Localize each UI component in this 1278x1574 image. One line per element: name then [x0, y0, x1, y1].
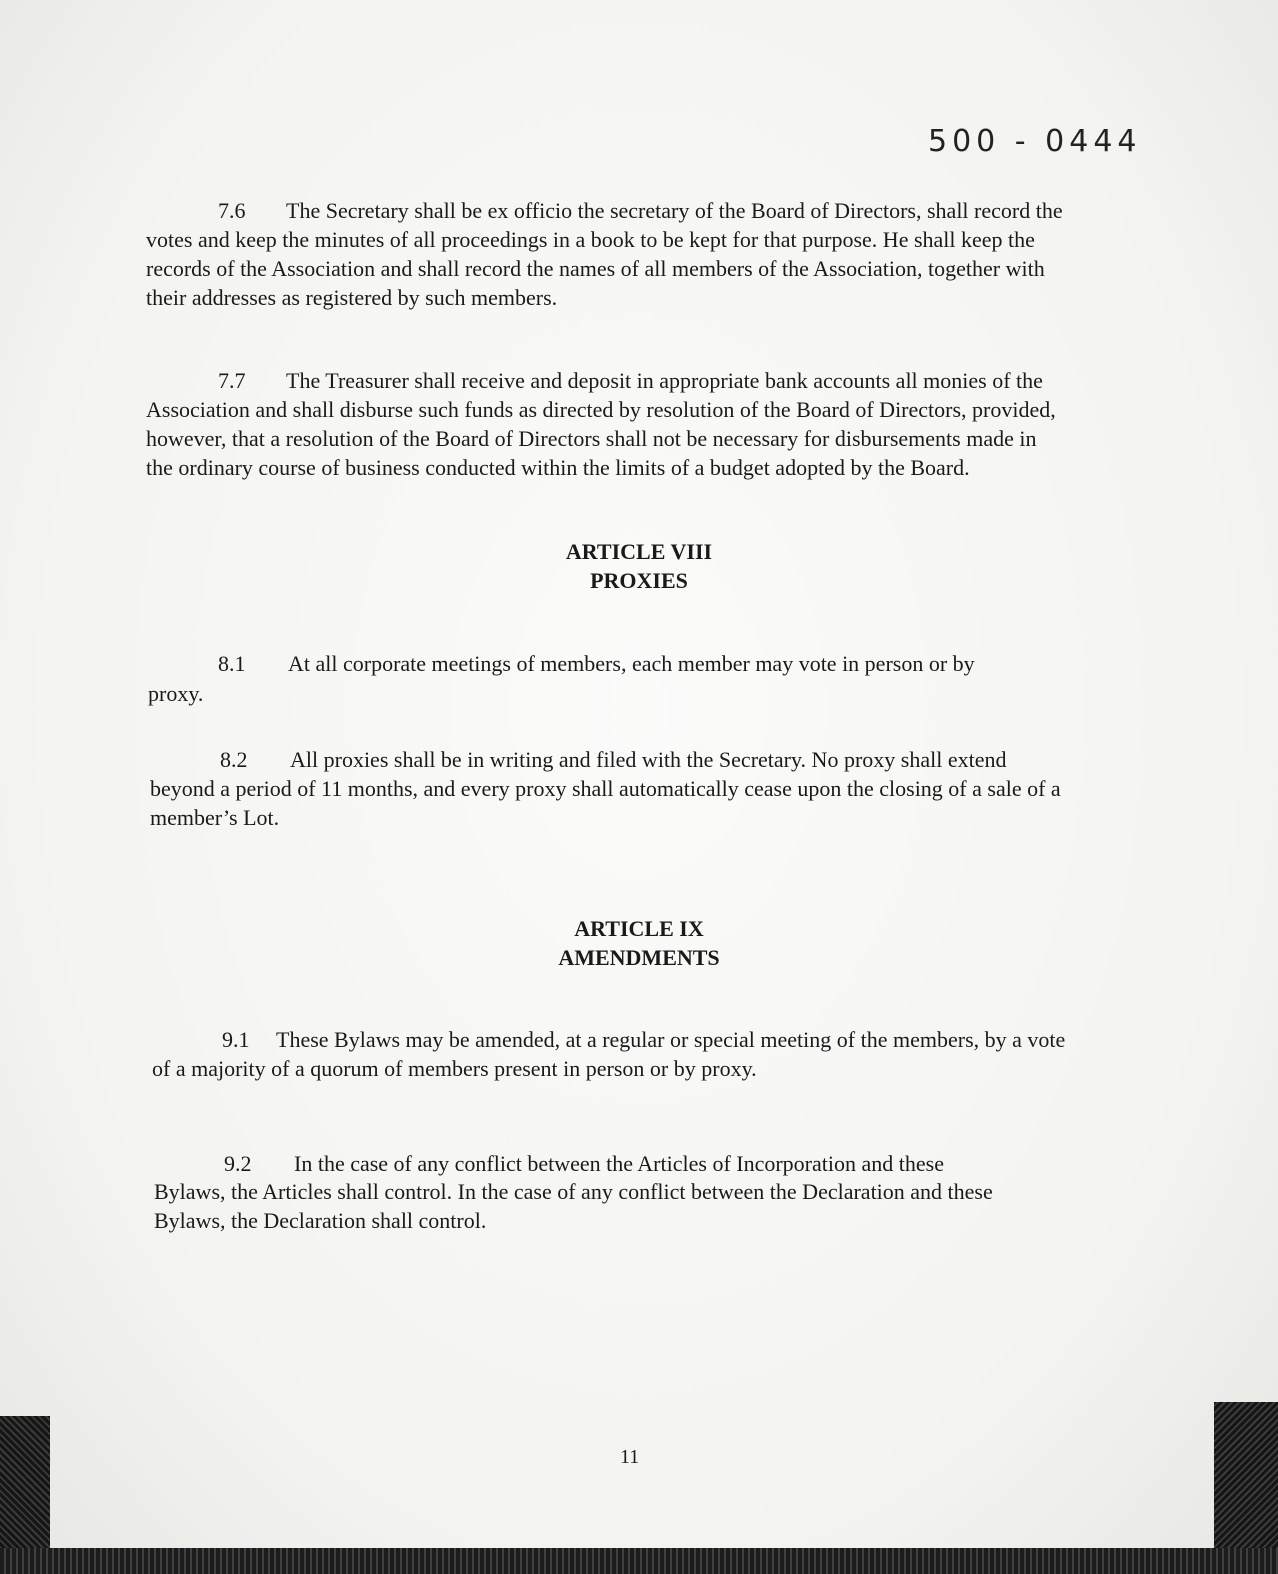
section-8-1-line2: proxy. [148, 681, 204, 706]
section-8-1-number: 8.1 [218, 651, 246, 676]
article-8-title: ARTICLE VIII [565, 539, 713, 564]
section-9-1-line2: of a majority of a quorum of members present in person or by proxy. [152, 1056, 757, 1081]
section-7-7-number: 7.7 [218, 368, 246, 393]
section-8-2-line2: beyond a period of 11 months, and every proxy shall automatically cease upon the closing of a sale of a [150, 776, 1061, 801]
section-7-6-line3: records of the Association and shall record the names of all members of the Association, together with [146, 256, 1045, 281]
section-9-2-line1: 9.2 In the case of any conflict between the Articles of Incorporation and these [224, 1151, 944, 1176]
article-8-subtitle: PROXIES [590, 568, 688, 593]
article-8-heading [0, 537, 1278, 595]
scan-artifact-bottom [0, 1548, 1278, 1574]
section-9-1-number: 9.1 [222, 1027, 250, 1052]
section-7-7-line2: Association and shall disburse such funds as directed by resolution of the Board of Directors, provided, [146, 397, 1056, 422]
article-9-title: ARTICLE IX [574, 916, 704, 941]
section-8-2-line3: member’s Lot. [150, 805, 280, 830]
article-9-heading [0, 914, 1278, 972]
article-9-subtitle: AMENDMENTS [558, 945, 720, 970]
section-7-7-line4: the ordinary course of business conducted within the limits of a budget adopted by the Board. [146, 455, 970, 480]
section-8-1-line1: 8.1 At all corporate meetings of members, each member may vote in person or by [218, 651, 975, 676]
recording-stamp: 500 - 0444 [928, 124, 1142, 159]
section-9-2-line3: Bylaws, the Declaration shall control. [154, 1208, 487, 1233]
section-8-2-number: 8.2 [220, 747, 248, 772]
section-7-6-line1: 7.6 The Secretary shall be ex officio the secretary of the Board of Directors, shall record the [218, 198, 1063, 223]
page-number: 11 [620, 1446, 640, 1468]
section-9-1-line1: 9.1 These Bylaws may be amended, at a regular or special meeting of the members, by a vote [222, 1027, 1066, 1052]
section-7-6-line2: votes and keep the minutes of all proceedings in a book to be kept for that purpose. He shall keep the [146, 227, 1035, 252]
section-8-2-line1: 8.2 All proxies shall be in writing and filed with the Secretary. No proxy shall extend [220, 747, 1007, 772]
section-7-6-number: 7.6 [218, 198, 246, 223]
section-7-6-line4: their addresses as registered by such members. [146, 285, 558, 310]
section-9-2-number: 9.2 [224, 1151, 252, 1176]
section-7-7-line3: however, that a resolution of the Board of Directors shall not be necessary for disbursements made in [146, 426, 1037, 451]
section-9-2-line2: Bylaws, the Articles shall control. In the case of any conflict between the Declaration and these [154, 1179, 993, 1204]
section-7-7-line1: 7.7 The Treasurer shall receive and deposit in appropriate bank accounts all monies of the [218, 368, 1043, 393]
